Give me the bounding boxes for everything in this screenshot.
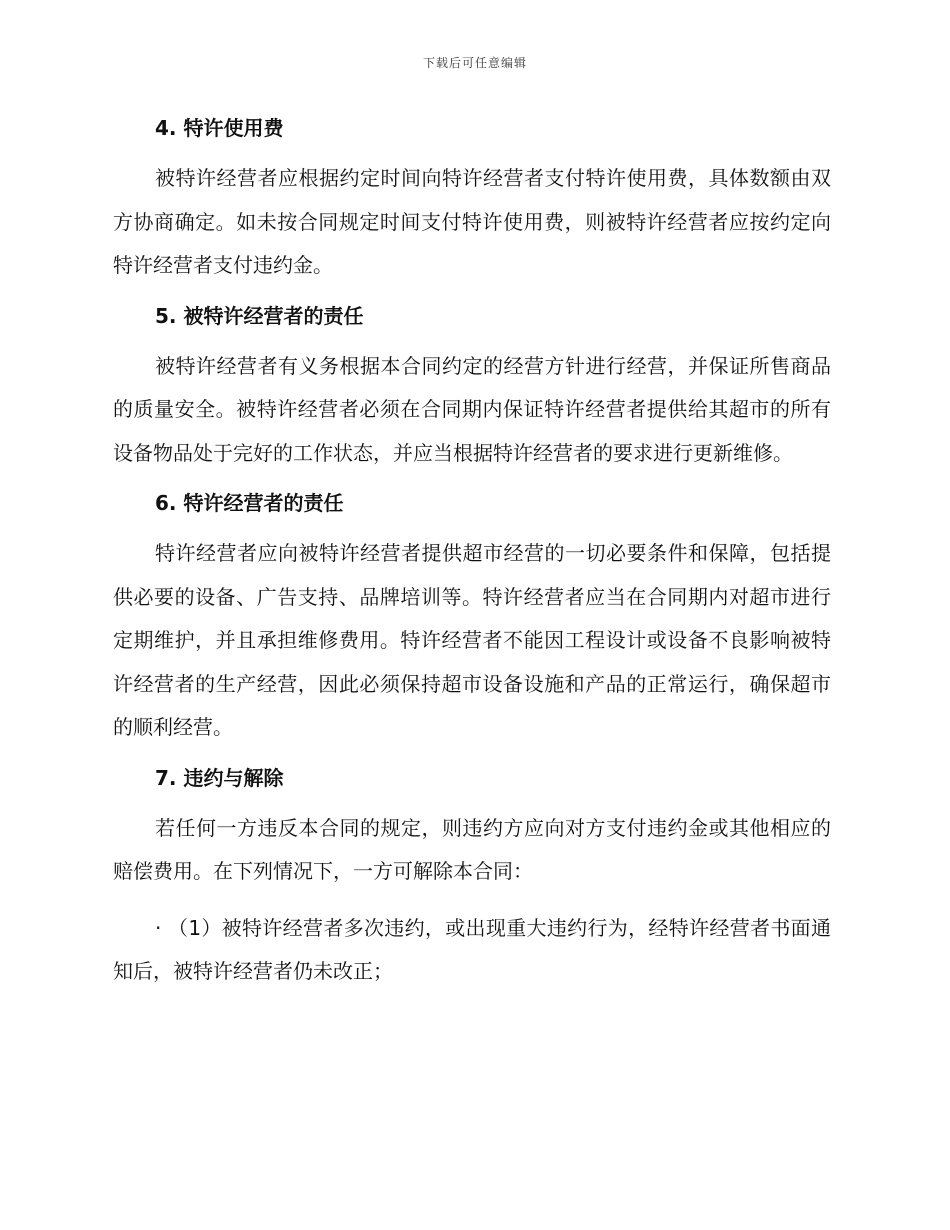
section-title: 7. 违约与解除 [155, 765, 284, 790]
document-body [113, 113, 831, 1007]
section-title: 4. 特许使用费 [155, 116, 284, 140]
section-franchisee-duties [113, 301, 831, 476]
section-franchisor-duties [113, 488, 831, 750]
list-item: · （1）被特许经营者多次违约，或出现重大违约行为，经特许经营者书面通知后，被特许经营者仍未改正； [113, 915, 831, 983]
section-license-fee [113, 113, 831, 288]
section-title: 5. 被特许经营者的责任 [155, 303, 364, 328]
paragraph: 被特许经营者有义务根据本合同约定的经营方针进行经营，并保证所售商品的质量安全。被特许经营者必须在合同期内保证特许经营者提供给其超市的所有设备物品处于完好的工作状态，并应当根据特许经营者的要求进行更新维修。 [113, 353, 831, 465]
section-title: 6. 特许经营者的责任 [155, 491, 344, 515]
page-header: 下载后可任意编辑 [422, 56, 527, 70]
section-breach-termination [113, 763, 831, 994]
paragraph: 被特许经营者应根据约定时间向特许经营者支付特许使用费，具体数额由双方协商确定。如未按合同规定时间支付特许使用费，则被特许经营者应按约定向特许经营者支付违约金。 [113, 166, 831, 277]
paragraph: 若任何一方违反本合同的规定，则违约方应向对方支付违约金或其他相应的赔偿费用。在下列情况下，一方可解除本合同： [113, 815, 831, 883]
paragraph: 特许经营者应向被特许经营者提供超市经营的一切必要条件和保障，包括提供必要的设备、广告支持、品牌培训等。特许经营者应当在合同期内对超市进行定期维护，并且承担维修费用。特许经营者不能因工程设计或设备不良影响被特许经营者的生产经营，因此必须保持超市设备设施和产品的正常运行，确保超市的顺利经营。 [113, 541, 831, 739]
